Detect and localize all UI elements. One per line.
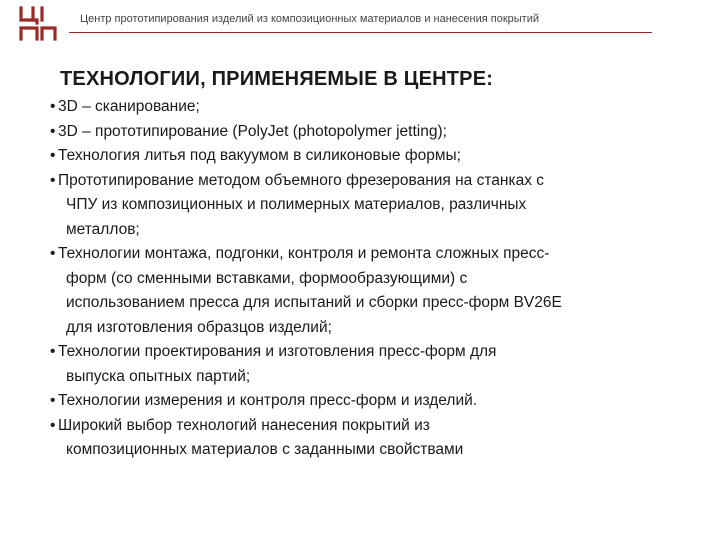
bullet-item — [50, 414, 670, 463]
bullet-item — [50, 169, 670, 243]
bullet-item — [50, 120, 670, 145]
bullet-line: металлов; — [66, 220, 140, 238]
bullet-line: • Технология литья под вакуумом в силиконовые формы; — [58, 147, 461, 164]
bullet-line: • 3D – сканирование; — [58, 98, 200, 115]
bullet-item — [50, 144, 670, 169]
header-divider — [69, 32, 652, 33]
bullet-item — [50, 95, 670, 120]
bullet-item — [50, 242, 670, 340]
bullet-line: форм (со сменными вставками, формообразующими) с — [66, 269, 468, 287]
bullet-line: для изготовления образцов изделий; — [66, 318, 332, 336]
bullet-line: композиционных материалов с заданными свойствами — [66, 441, 464, 458]
bullet-item — [50, 340, 670, 389]
bullet-line: • Технологии проектирования и изготовления пресс-форм для — [58, 343, 497, 360]
bullet-line: • 3D – прототипирование (PolyJet (photopolymer jetting); — [58, 122, 447, 140]
bullet-line: ЧПУ из композиционных и полимерных материалов, различных — [66, 196, 527, 213]
center-logo-icon — [18, 6, 58, 42]
bullet-list — [50, 95, 670, 463]
bullet-line: выпуска опытных партий; — [66, 367, 251, 385]
page-title: ТЕХНОЛОГИИ, ПРИМЕНЯЕМЫЕ В ЦЕНТРЕ: — [60, 68, 494, 90]
bullet-line: • Технологии монтажа, подгонки, контроля и ремонта сложных пресс- — [58, 245, 550, 262]
bullet-item — [50, 389, 670, 414]
bullet-line: • Технологии измерения и контроля пресс-форм и изделий. — [58, 392, 478, 409]
bullet-line: • Прототипирование методом объемного фрезерования на станках с — [58, 171, 545, 189]
header-text: Центр прототипирования изделий из композиционных материалов и нанесения покрытий — [80, 13, 540, 25]
bullet-line: использованием пресса для испытаний и сборки пресс-форм BV26E — [66, 294, 562, 311]
bullet-line: • Широкий выбор технологий нанесения покрытий из — [58, 416, 430, 434]
